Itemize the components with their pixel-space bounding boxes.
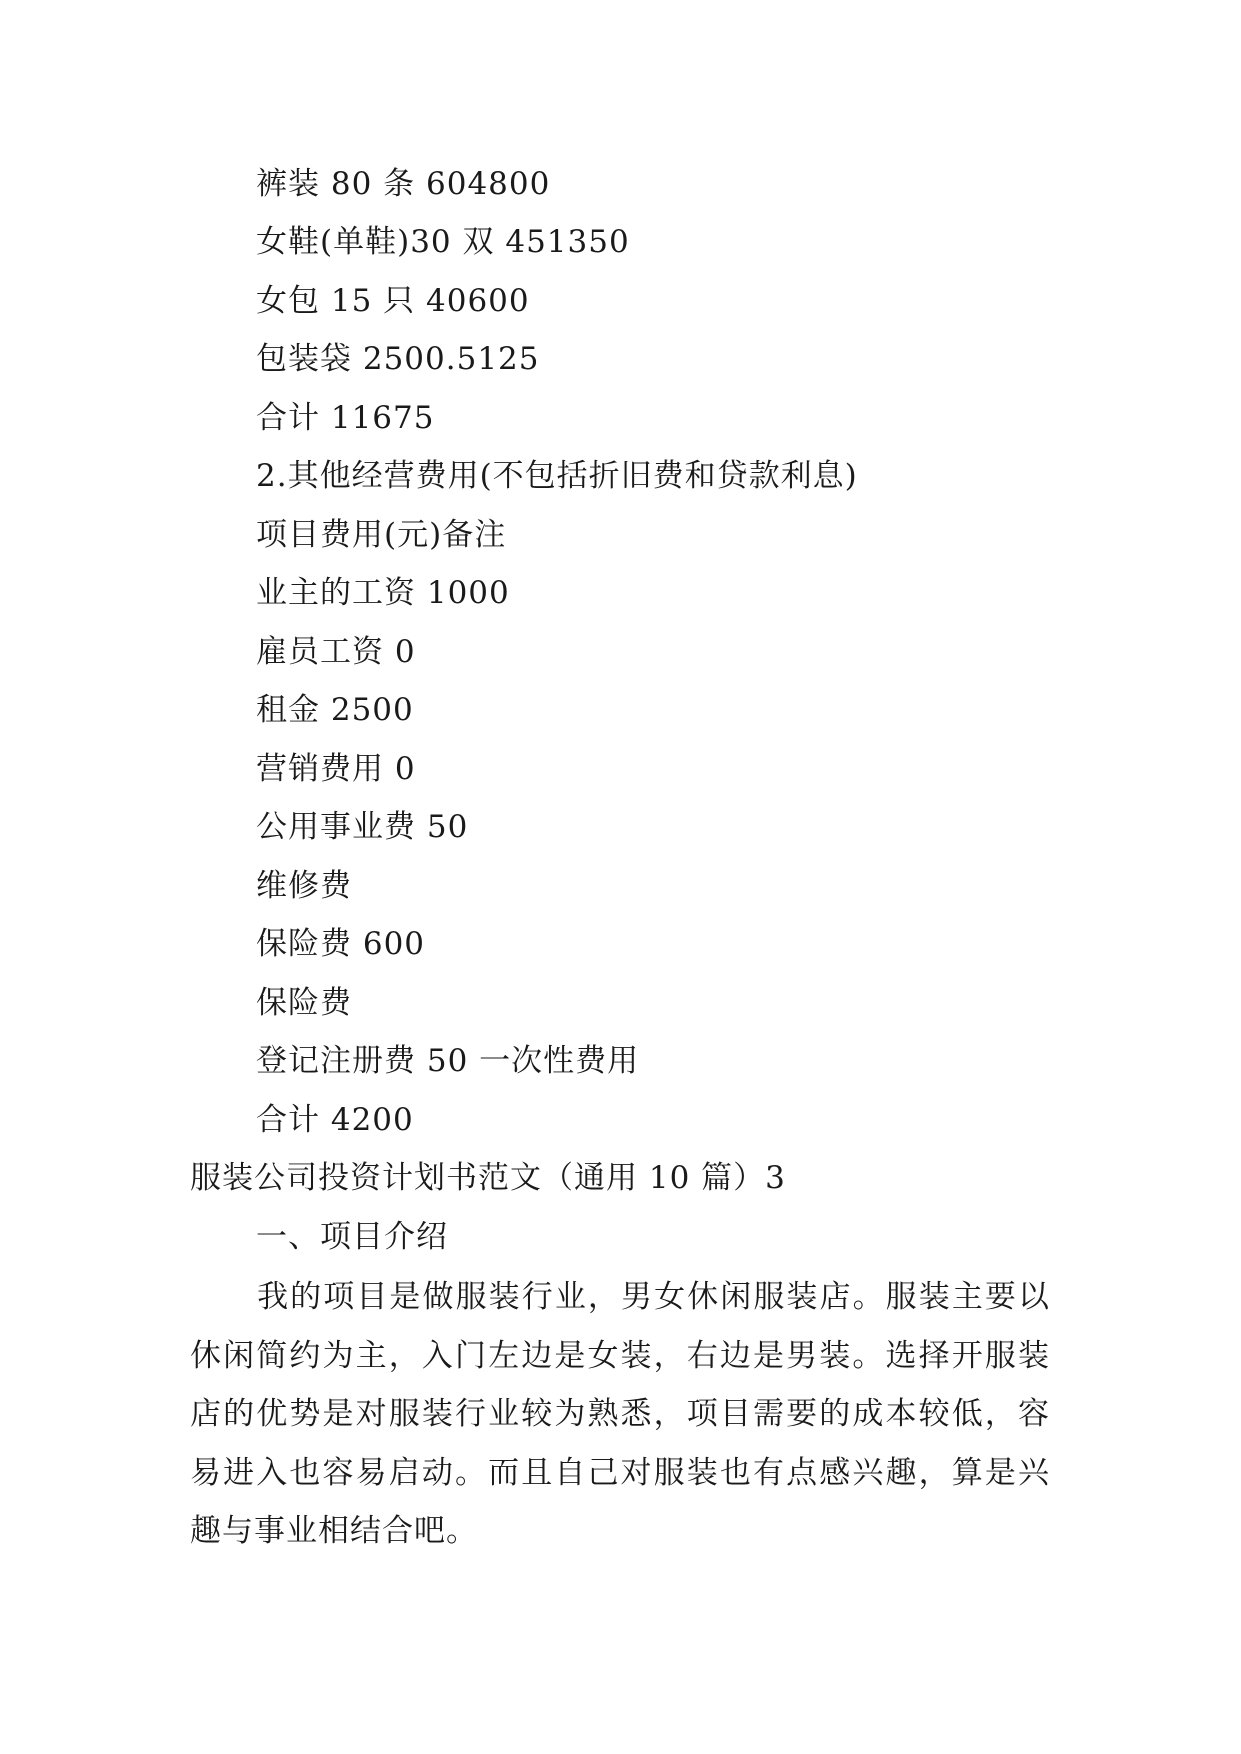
list-item: 合计 4200 [256,1102,414,1138]
paragraph-text: 我的项目是做服装行业，男女休闲服装店。服装主要以休闲简约为主，入门左边是女装，右边是男装。选择开服装店的优势是对服装行业较为熟悉，项目需要的成本较低，容易进入也容易启动。而且自己对服装也有点感兴趣，算是兴趣与事业相结合吧。 [190,1279,1050,1549]
list-item: 女鞋(单鞋)30 双 451350 [256,224,630,260]
list-item: 保险费 600 [256,926,426,962]
list-item: 登记注册费 50 一次性费用 [256,1043,640,1079]
list-item: 营销费用 0 [256,751,416,787]
list-item: 2.其他经营费用(不包括折旧费和贷款利息) [256,458,858,494]
list-item: 保险费 [256,985,352,1021]
list-item: 雇员工资 0 [256,634,416,670]
list-item: 项目费用(元)备注 [256,517,507,553]
list-item: 业主的工资 1000 [256,575,510,611]
list-item: 包装袋 2500.5125 [256,341,540,377]
list-item: 维修费 [256,868,352,904]
subheading: 一、项目介绍 [256,1219,448,1255]
list-item: 裤装 80 条 604800 [256,166,551,202]
list-item: 合计 11675 [256,400,435,436]
list-item: 公用事业费 50 [256,809,469,845]
section-title: 服装公司投资计划书范文（通用 10 篇）3 [190,1160,786,1196]
body-paragraph [190,1268,1050,1561]
list-item: 女包 15 只 40600 [256,283,530,319]
list-item: 租金 2500 [256,692,414,728]
